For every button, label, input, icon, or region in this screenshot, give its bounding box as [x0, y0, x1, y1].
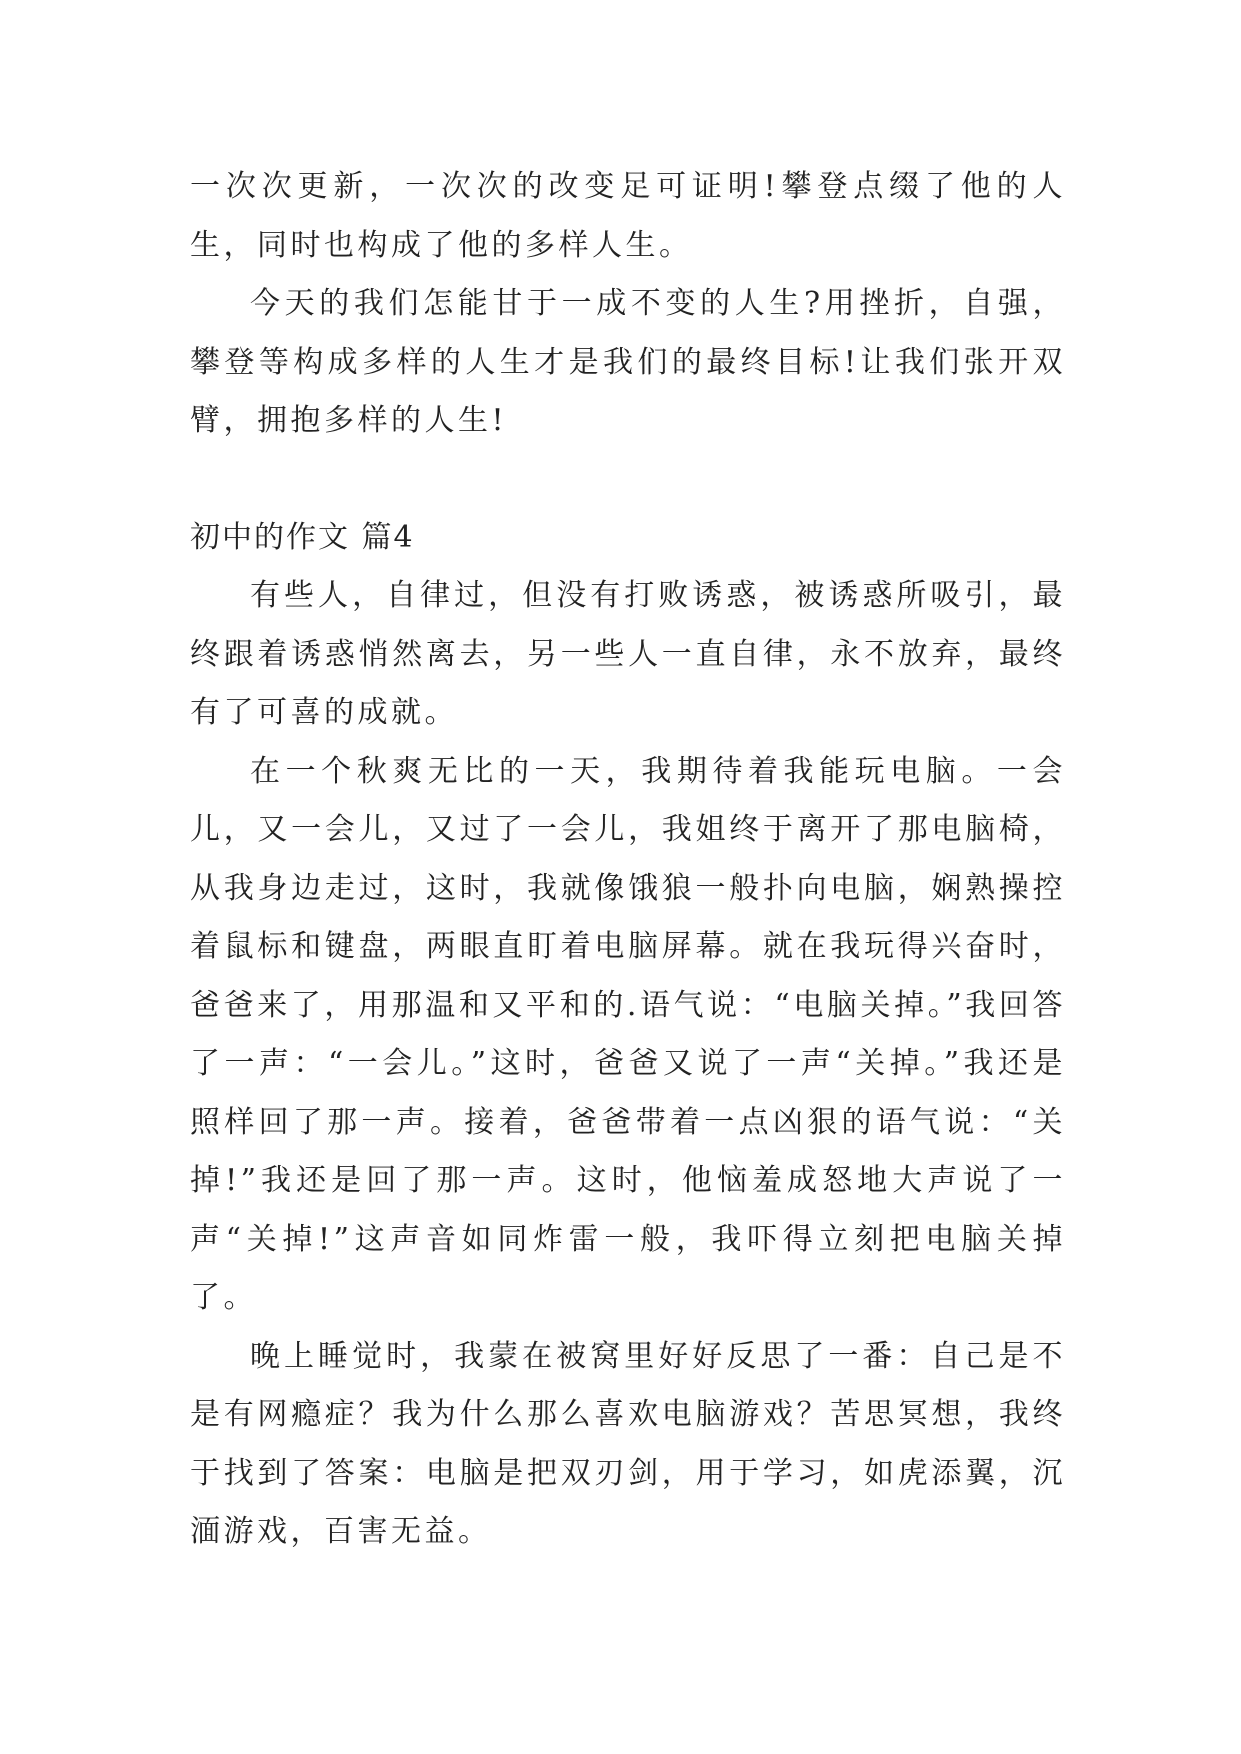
section-heading: 初中的作文 篇4 [190, 519, 415, 555]
paragraph: 晚上睡觉时，我蒙在被窝里好好反思了一番：自己是不是有网瘾症？我为什么那么喜欢电脑游戏？苦思冥想，我终于找到了答案：电脑是把双刃剑，用于学习，如虎添翼，沉湎游戏，百害无益。 [190, 1338, 1066, 1549]
paragraph: 有些人，自律过，但没有打败诱惑，被诱惑所吸引，最终跟着诱惑悄然离去，另一些人一直自律，永不放弃，最终有了可喜的成就。 [190, 578, 1066, 730]
paragraph: 在一个秋爽无比的一天，我期待着我能玩电脑。一会儿，又一会儿，又过了一会儿，我姐终于离开了那电脑椅，从我身边走过，这时，我就像饿狼一般扑向电脑，娴熟操控着鼠标和键盘，两眼直盯着电脑屏幕。就在我玩得兴奋时，爸爸来了，用那温和又平和的.语气说：“电脑关掉。”我回答了一声：“一会儿。”这时，爸爸又说了一声“关掉。”我还是照样回了那一声。接着，爸爸带着一点凶狠的语气说：“关掉!”我还是回了那一声。这时，他恼羞成怒地大声说了一声“关掉!”这声音如同炸雷一般，我吓得立刻把电脑关掉了。 [190, 753, 1066, 1315]
document-body [190, 158, 1066, 1562]
paragraph: 今天的我们怎能甘于一成不变的人生?用挫折，自强，攀登等构成多样的人生才是我们的最终目标!让我们张开双臂，拥抱多样的人生! [190, 286, 1066, 438]
paragraph-continued: 一次次更新，一次次的改变足可证明!攀登点缀了他的人生，同时也构成了他的多样人生。 [190, 169, 1066, 263]
